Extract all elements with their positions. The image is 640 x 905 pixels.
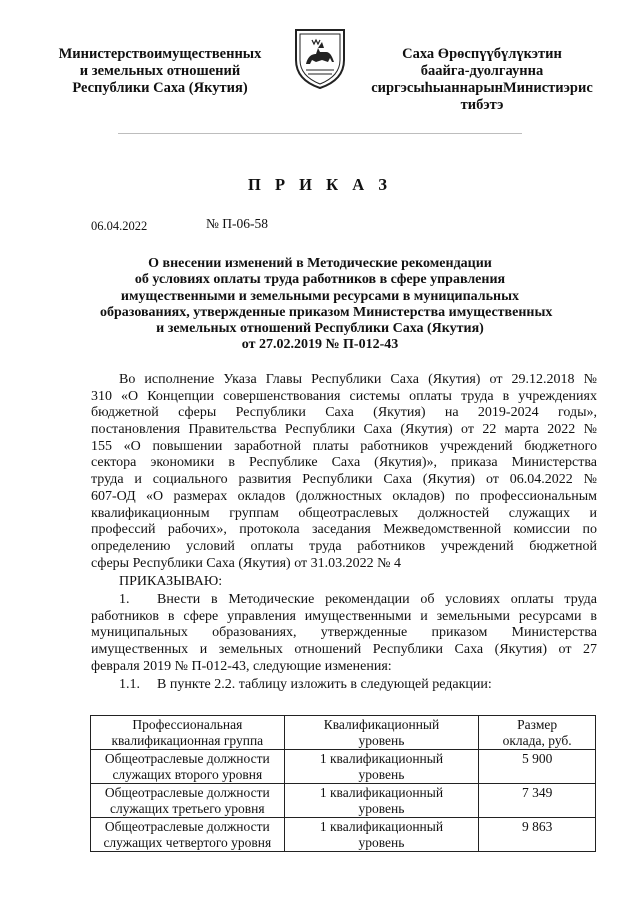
preamble-paragraph xyxy=(91,372,597,572)
text-line: сферы Республики Саха (Якутия) от 31.03.2022 № 4 xyxy=(91,555,401,571)
subject-line: от 27.02.2019 № П-012-43 xyxy=(241,337,399,353)
header-divider xyxy=(118,133,522,134)
ministry-sah-line: баайга-дуолгаунна xyxy=(420,63,544,79)
text-line: 607-ОД «О размерах окладов (должностных окладов) по профессиональным xyxy=(91,488,597,504)
order-number: № П-06-58 xyxy=(206,216,268,231)
ministry-name-sakha xyxy=(362,46,602,114)
table-header-cell: Квалификационный уровень xyxy=(284,716,479,750)
letterhead xyxy=(0,0,640,130)
table-row xyxy=(91,784,596,818)
subject-line: об условиях оплаты труда работников в сфере управления xyxy=(134,272,506,288)
order-subject xyxy=(100,256,553,354)
table-cell-level: 1 квалификационный уровень xyxy=(284,818,479,852)
table-row xyxy=(91,750,596,784)
text-line: постановления Правительства Республики Саха (Якутия) от 22 марта 2022 № xyxy=(91,422,597,438)
order-command: ПРИКАЗЫВАЮ: xyxy=(119,574,223,589)
ministry-ru-line: и земельных отношений xyxy=(79,63,241,79)
coat-of-arms-icon xyxy=(292,26,348,90)
ministry-sah-line: сиргэсыһыаннарынМинистиэрис xyxy=(371,80,593,96)
text-line: профессий рабочих», протокола заседания Межведомственной комиссии по xyxy=(91,522,597,538)
text-fragment: Внести в Методические рекомендации об условиях оплаты труда xyxy=(157,592,597,607)
text-line: бюджетной сферы Республики Саха (Якутия) на 2019-2024 годы», xyxy=(91,405,597,421)
item-number: 1.1. xyxy=(119,677,140,692)
table-row xyxy=(91,818,596,852)
table-cell-salary: 5 900 xyxy=(479,750,596,784)
table-header-row xyxy=(91,716,596,750)
text-line: работников в сфере управления имущественными и земельными ресурсами в xyxy=(91,608,597,624)
item-1-1-paragraph xyxy=(119,677,589,694)
salary-table xyxy=(90,715,596,852)
text-line: квалификационным группам общеотраслевых должностей служащих и xyxy=(91,505,597,521)
text-fragment: В пункте 2.2. таблицу изложить в следующей редакции: xyxy=(157,677,492,692)
text-line: февраля 2019 № П-012-43, следующие изменения: xyxy=(91,658,392,674)
ministry-ru-line: Республики Саха (Якутия) xyxy=(72,80,248,96)
text-line: 155 «О повышении заработной платы работников учреждений бюджетного xyxy=(91,438,597,454)
document-title: П Р И К А З xyxy=(248,175,392,194)
subject-line: и земельных отношений Республики Саха (Якутия) xyxy=(156,321,484,337)
table-header-cell: Размер оклада, руб. xyxy=(479,716,596,750)
table-cell-group: Общеотраслевые должности служащих четвертого уровня xyxy=(91,818,285,852)
subject-line: имущественными и земельными ресурсами в муниципальных xyxy=(120,288,520,304)
subject-line: образованиях, утвержденные приказом Министерства имущественных xyxy=(100,304,553,320)
text-line xyxy=(91,592,597,609)
text-line: имущественных и земельных отношений Республики Саха (Якутия) от 27 xyxy=(91,642,597,658)
text-line: определению условий оплаты труда работников учреждений бюджетной xyxy=(91,538,597,554)
text-line: сектора экономики в Республике Саха (Якутия)», приказа Министерства xyxy=(91,455,597,471)
ministry-ru-line: Министерствоимущественных xyxy=(58,46,262,62)
table-cell-group: Общеотраслевые должности служащих третьего уровня xyxy=(91,784,285,818)
table-cell-salary: 7 349 xyxy=(479,784,596,818)
ministry-sah-line: Саха Өрөспүүбүлүкэтин xyxy=(402,46,562,62)
item-1-paragraph xyxy=(91,592,597,675)
order-date: 06.04.2022 xyxy=(91,219,148,233)
table-cell-group: Общеотраслевые должности служащих второго уровня xyxy=(91,750,285,784)
text-line: труда и социального развития Республики Саха (Якутия) от 06.04.2022 № xyxy=(91,472,597,488)
table-cell-salary: 9 863 xyxy=(479,818,596,852)
text-line: 310 «О Концепции совершенствования системы оплаты труда в учреждениях xyxy=(91,388,597,404)
table-header-cell: Профессиональная квалификационная группа xyxy=(91,716,285,750)
table-cell-level: 1 квалификационный уровень xyxy=(284,750,479,784)
table-cell-level: 1 квалификационный уровень xyxy=(284,784,479,818)
ministry-sah-line: тибэтэ xyxy=(460,97,504,113)
text-line: Во исполнение Указа Главы Республики Саха (Якутия) от 29.12.2018 № xyxy=(119,372,597,387)
item-number: 1. xyxy=(119,592,130,607)
ministry-name-russian xyxy=(50,46,270,97)
subject-line: О внесении изменений в Методические рекомендации xyxy=(148,256,492,271)
text-line: муниципальных образованиях, утвержденные приказом Министерства xyxy=(91,625,597,641)
